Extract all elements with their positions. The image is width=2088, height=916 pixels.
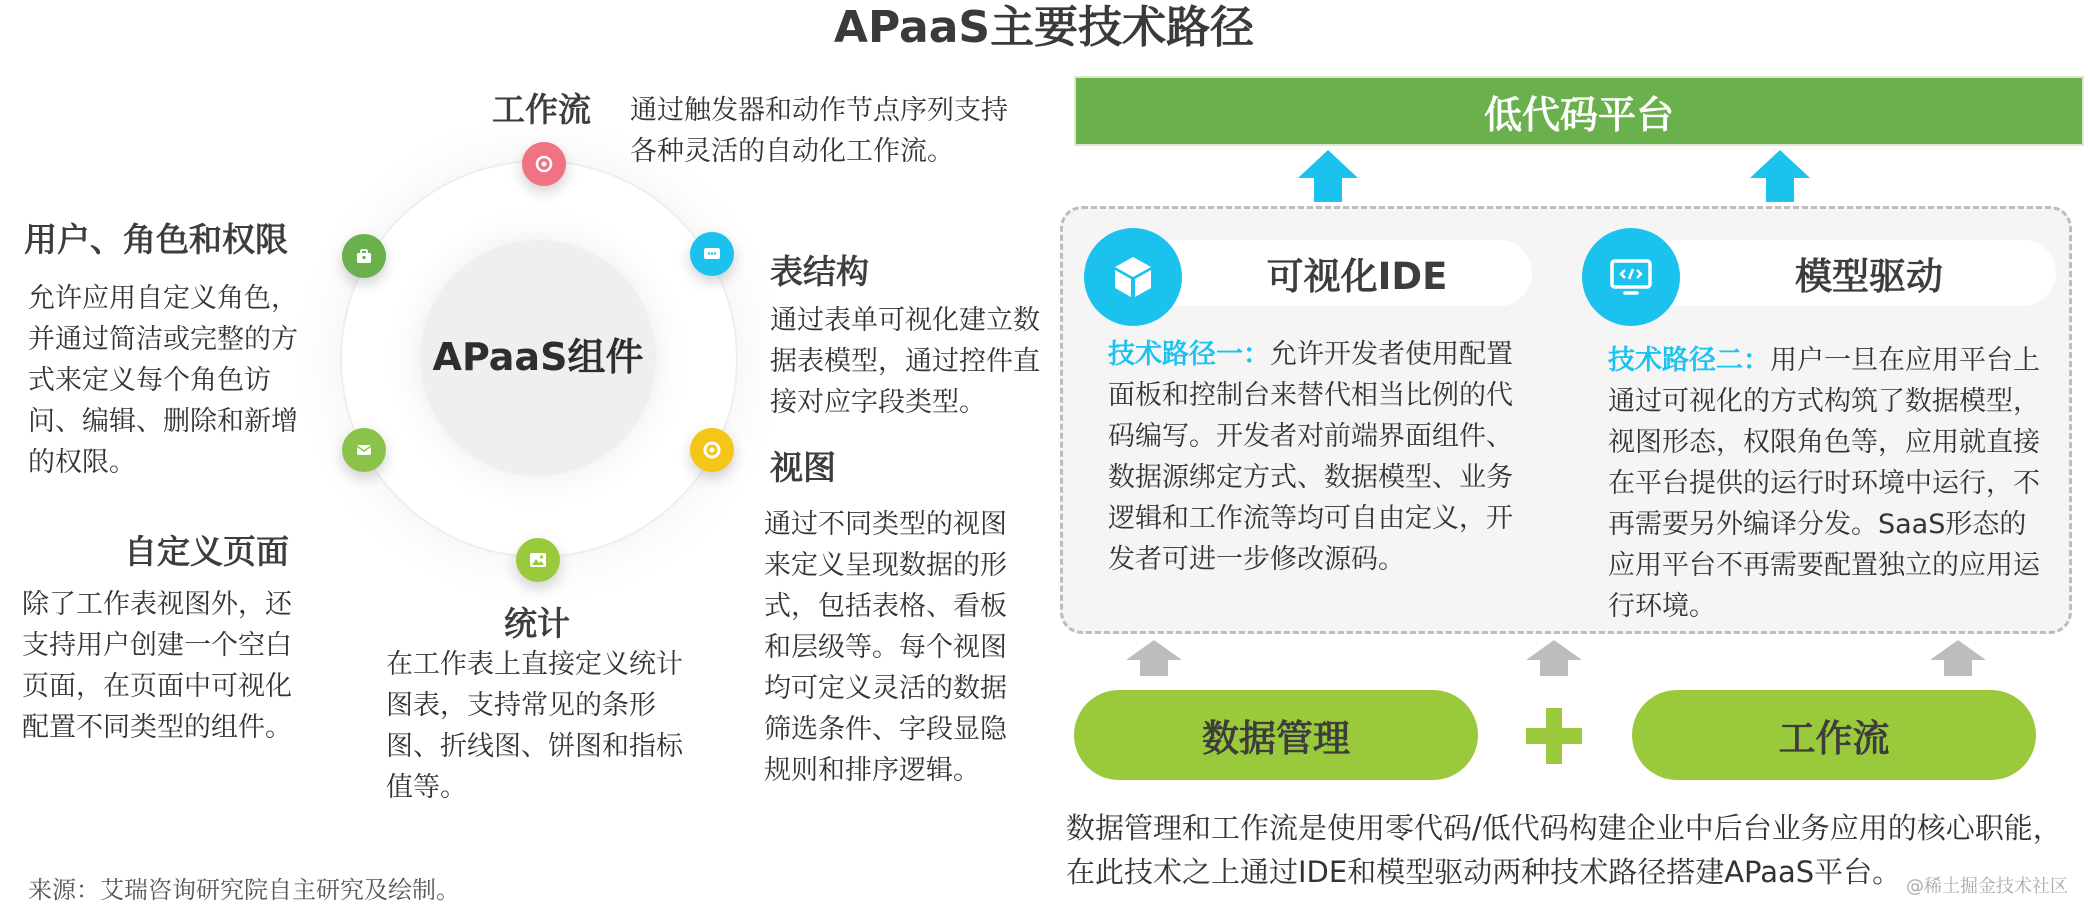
watermark: @稀土掘金技术社区 xyxy=(1906,876,2068,897)
page-title: APaaS主要技术路径 xyxy=(833,2,1255,53)
workflow-node-icon xyxy=(522,142,566,186)
source-note: 来源：艾瑞咨询研究院自主研究及绘制。 xyxy=(28,876,460,904)
view-title: 视图 xyxy=(770,448,836,487)
plus-icon xyxy=(1524,706,1584,766)
workflow-pill: 工作流 xyxy=(1632,690,2036,780)
model-description xyxy=(1608,340,2048,627)
low-code-platform-banner: 低代码平台 xyxy=(1074,76,2084,146)
arrow-up-icon xyxy=(1296,148,1360,204)
arrow-up-icon xyxy=(1524,638,1584,678)
arrow-up-icon xyxy=(1928,638,1988,678)
center-label: APaaS组件 xyxy=(432,335,644,379)
workflow-title: 工作流 xyxy=(492,90,591,129)
view-desc: 通过不同类型的视图来定义呈现数据的形式，包括表格、看板和层级等。每个视图均可定义灵活的数据筛选条件、字段显隐规则和排序逻辑。 xyxy=(764,509,1007,786)
stats-title: 统计 xyxy=(504,604,570,643)
page-desc: 除了工作表视图外，还支持用户创建一个空白页面，在页面中可视化配置不同类型的组件。 xyxy=(22,589,292,743)
arrow-up-icon xyxy=(1124,638,1184,678)
model-keyword: 技术路径二： xyxy=(1608,345,1770,376)
model-title: 模型驱动 xyxy=(1795,255,1943,298)
data-management-pill: 数据管理 xyxy=(1074,690,1478,780)
view-node-icon xyxy=(690,428,734,472)
page-node-icon xyxy=(342,428,386,472)
ide-keyword: 技术路径一： xyxy=(1108,339,1270,370)
role-desc: 允许应用自定义角色，并通过简洁或完整的方式来定义每个角色访问、编辑、删除和新增的权限。 xyxy=(28,283,298,478)
role-title: 用户、角色和权限 xyxy=(24,220,288,259)
ide-title: 可视化IDE xyxy=(1266,255,1448,298)
cube-icon xyxy=(1084,228,1182,326)
role-node-icon xyxy=(342,234,386,278)
model-text: 用户一旦在应用平台上通过可视化的方式构筑了数据模型，视图形态，权限角色等，应用就直接在平台提供的运行时环境中运行，不再需要另外编译分发。SaaS形态的应用平台不再需要配置独立的应用运行环境。 xyxy=(1608,345,2040,622)
workflow-desc: 通过触发器和动作节点序列支持各种灵活的自动化工作流。 xyxy=(630,95,1008,167)
code-monitor-icon xyxy=(1582,228,1680,326)
ide-text: 允许开发者使用配置面板和控制台来替代相当比例的代码编写。开发者对前端界面组件、数据源绑定方式、数据模型、业务逻辑和工作流等均可自由定义，开发者可进一步修改源码。 xyxy=(1108,339,1513,575)
table-desc: 通过表单可视化建立数据表模型，通过控件直接对应字段类型。 xyxy=(770,305,1040,418)
table-node-icon xyxy=(690,232,734,276)
page-title-node: 自定义页面 xyxy=(124,532,289,571)
ide-description xyxy=(1108,334,1516,580)
table-title: 表结构 xyxy=(770,252,869,291)
stats-node-icon xyxy=(516,538,560,582)
summary-text: 数据管理和工作流是使用零代码/低代码构建企业中后台业务应用的核心职能，在此技术之上通过IDE和模型驱动两种技术路径搭建APaaS平台。 xyxy=(1066,811,2062,889)
stats-desc: 在工作表上直接定义统计图表，支持常见的条形图、折线图、饼图和指标值等。 xyxy=(386,649,683,803)
arrow-up-icon xyxy=(1748,148,1812,204)
